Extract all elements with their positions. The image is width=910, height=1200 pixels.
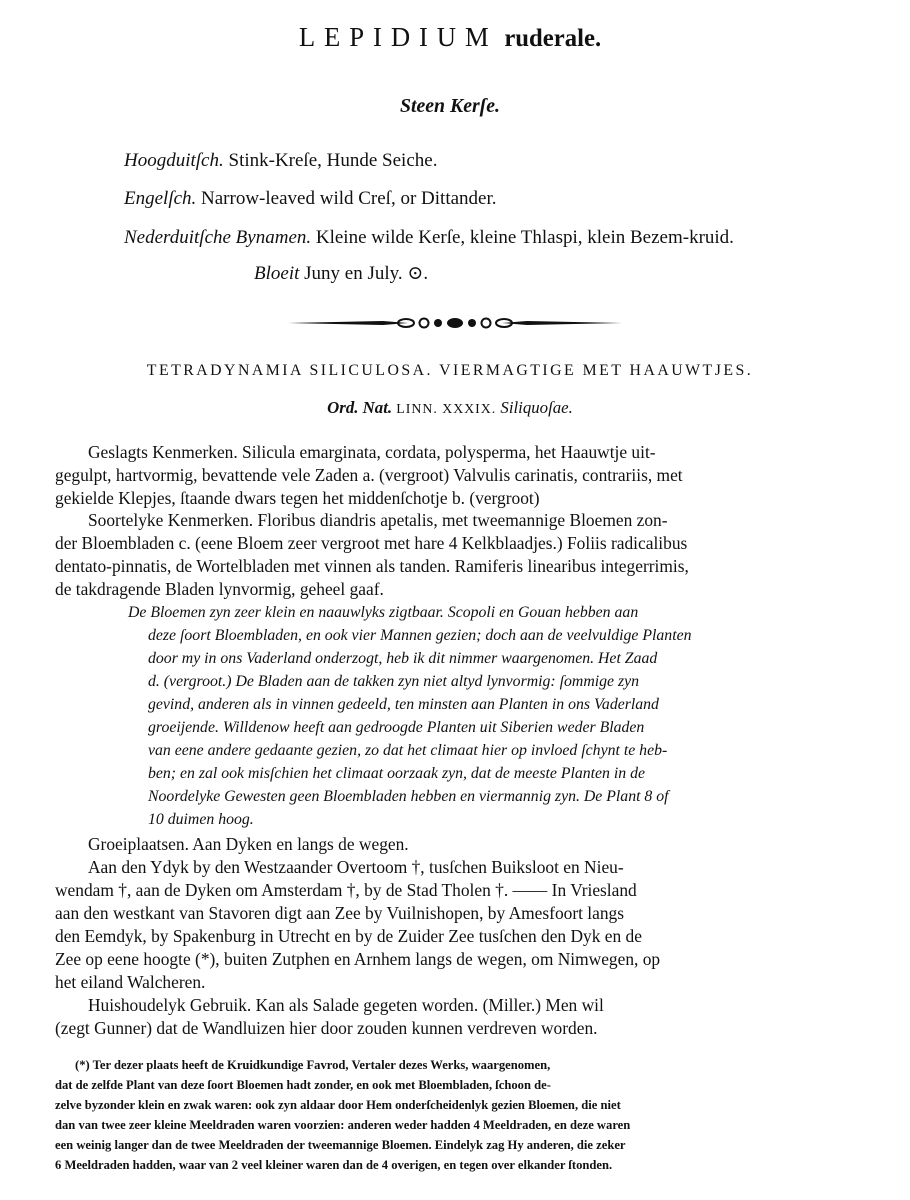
- observation-line: groeijende. Willdenow heeft aan gedroogde Planten uit Siberien weder Bladen: [148, 719, 645, 736]
- dutch-common-name: Steen Kerſe.: [400, 95, 500, 117]
- specific-characters-line: dentato-pinnatis, de Wortelbladen met vinnen als tanden. Ramiferis linearibus integerrimis,: [55, 556, 689, 576]
- habitat-line: Zee op eene hoogte (*), buiten Zutphen en Arnhem langs de wegen, om Nimwegen, op: [55, 949, 661, 969]
- name-text: Stink-Kreſe, Hunde Seiche.: [228, 150, 438, 171]
- generic-characters-line: gegulpt, hartvormig, bevattende vele Zaden a. (vergroot) Valvulis carinatis, contrariis, met: [55, 465, 683, 485]
- generic-characters-line: gekielde Klepjes, ſtaande dwars tegen het middenſchotje b. (vergroot): [55, 488, 540, 508]
- name-text: Narrow-leaved wild Creſ, or Dittander.: [201, 188, 497, 209]
- name-label: Hoogduitſch.: [124, 150, 224, 171]
- order-linn: LINN. XXXIX.: [396, 402, 497, 417]
- observation-line: De Bloemen zyn zeer klein en naauwlyks zigtbaar. Scopoli en Gouan hebben aan: [128, 604, 639, 621]
- habitat-line: Groeiplaatsen. Aan Dyken en langs de wegen.: [88, 834, 409, 854]
- habitat-line: Aan den Ydyk by den Westzaander Overtoom †, tusſchen Buiksloot en Nieu-: [88, 857, 624, 877]
- name-line-dutch-synonyms: [124, 227, 734, 249]
- ornament-divider: [288, 312, 622, 334]
- name-text: Kleine wilde Kerſe, kleine Thlaspi, klein Bezem-kruid.: [315, 227, 734, 248]
- observation-line: ben; en zal ook misſchien het climaat oorzaak zyn, dat de meeste Planten in de: [148, 765, 646, 782]
- name-text: Juny en July. ⊙.: [304, 263, 429, 284]
- footnote-line: dan van twee zeer kleine Meeldraden waren voorzien: anderen weder hadden 4 Meeldraden, en deze waren: [55, 1118, 631, 1132]
- footnote-line: (*) Ter dezer plaats heeft de Kruidkundige Favrod, Vertaler dezes Werks, waargenomen,: [75, 1058, 551, 1072]
- order-label: Ord. Nat.: [327, 398, 393, 417]
- natural-order: [0, 398, 900, 418]
- observation-line: Noordelyke Gewesten geen Bloembladen hebben en viermannig zyn. De Plant 8 of: [148, 788, 669, 805]
- household-use-line: (zegt Gunner) dat de Wandluizen hier door zouden kunnen verdreven worden.: [55, 1018, 598, 1038]
- name-line-german: [124, 150, 437, 172]
- observation-line: van eene andere gedaante gezien, zo dat het climaat hier op invloed ſchynt te heb-: [148, 742, 668, 759]
- specific-characters-line: Soortelyke Kenmerken. Floribus diandris apetalis, met tweemannige Bloemen zon-: [88, 510, 668, 530]
- name-label: Engelſch.: [124, 188, 197, 209]
- habitat-line: den Eemdyk, by Spakenburg in Utrecht en by de Zuider Zee tusſchen den Dyk en de: [55, 926, 642, 946]
- name-label: Nederduitſche Bynamen.: [124, 227, 312, 248]
- habitat-line: wendam †, aan de Dyken om Amsterdam †, by de Stad Tholen †. —— In Vriesland: [55, 880, 637, 900]
- observation-line: deze ſoort Bloembladen, en ook vier Mannen gezien; doch aan de veelvuldige Planten: [148, 627, 692, 644]
- order-name: Siliquoſae.: [500, 398, 573, 417]
- generic-characters-line: Geslagts Kenmerken. Silicula emarginata, cordata, polysperma, het Haauwtje uit-: [88, 442, 656, 462]
- observation-line: 10 duimen hoog.: [148, 811, 254, 828]
- observation-line: d. (vergroot.) De Bladen aan de takken zyn niet altyd lynvormig: ſommige zyn: [148, 673, 640, 690]
- linnaean-class: TETRADYNAMIA SILICULOSA. VIERMAGTIGE MET HAAUWTJES.: [146, 362, 754, 379]
- footnote-line: dat de zelfde Plant van deze ſoort Bloemen hadt zonder, en ook met Bloembladen, ſchoon de-: [55, 1078, 551, 1092]
- footnote-line: een weinig langer dan de twee Meeldraden der tweemannige Bloemen. Eindelyk zag Hy anderen, die zeker: [55, 1138, 626, 1152]
- specific-characters-line: der Bloembladen c. (eene Bloem zeer vergroot met hare 4 Kelkblaadjes.) Foliis radicalibus: [55, 533, 688, 553]
- page-title: [0, 22, 900, 53]
- name-line-english: [124, 188, 497, 210]
- habitat-line: het eiland Walcheren.: [55, 972, 206, 992]
- habitat-line: aan den westkant van Stavoren digt aan Zee by Vuilnishopen, by Amesfoort langs: [55, 903, 625, 923]
- specific-characters-line: de takdragende Bladen lynvormig, geheel gaaf.: [55, 579, 384, 599]
- observation-line: door my in ons Vaderland onderzogt, heb ik dit nimmer waargenomen. Het Zaad: [148, 650, 658, 667]
- name-label: Bloeit: [254, 263, 300, 284]
- household-use-line: Huishoudelyk Gebruik. Kan als Salade gegeten worden. (Miller.) Men wil: [88, 995, 604, 1015]
- observation-line: gevind, anderen als in vinnen gedeeld, ten minsten aan Planten in ons Vaderland: [148, 696, 659, 713]
- species-name: ruderale.: [504, 25, 602, 52]
- footnote-line: zelve byzonder klein en zwak waren: ook zyn aldaar door Hem onderſcheidenlyk gezien Bloemen, die niet: [55, 1098, 621, 1112]
- footnote-line: 6 Meeldraden hadden, waar van 2 veel kleiner waren dan de 4 overigen, en tegen over elkander ſtonden.: [55, 1158, 613, 1172]
- genus-name: LEPIDIUM: [298, 22, 498, 52]
- name-line-flowering: [254, 262, 428, 285]
